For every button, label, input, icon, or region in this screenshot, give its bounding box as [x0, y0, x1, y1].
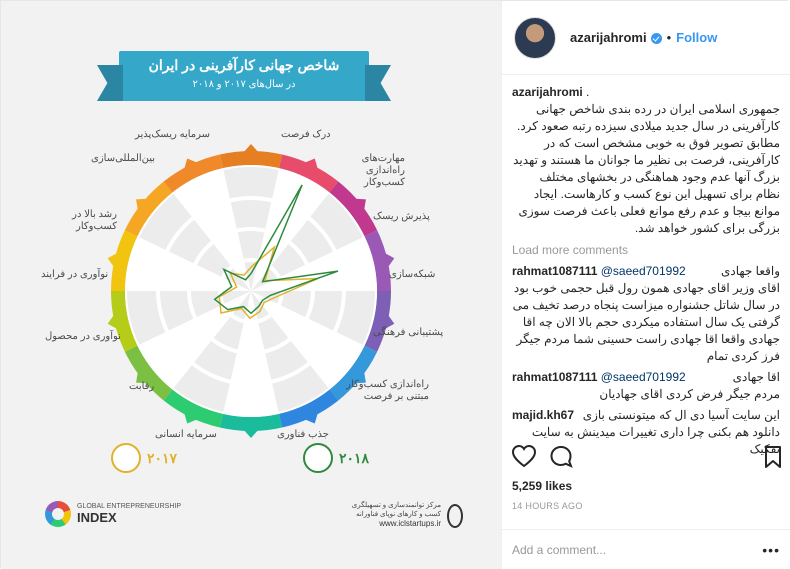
post-image — [1, 1, 501, 569]
axis-label-9: رقابت — [129, 381, 155, 392]
axis-label-4: شبکه‌سازی — [389, 269, 436, 280]
legend-2017-label: ۲۰۱۷ — [147, 449, 178, 466]
axis-label-8: سرمایه انسانی — [155, 429, 217, 440]
load-more-comments-link[interactable]: Load more comments — [512, 243, 629, 257]
legend-2018-label: ۲۰۱۸ — [339, 449, 370, 466]
publisher-line-1: مرکز توانمندسازی و تسهیلگری — [351, 502, 441, 509]
axis-label-7: جذب فناوری — [277, 429, 329, 440]
gei-big-text: INDEX — [77, 510, 117, 525]
comment-mention[interactable]: @saeed701992 — [600, 264, 686, 278]
legend-2017 — [111, 443, 177, 473]
radar-grid — [125, 165, 377, 417]
axis-label-12: رشد بالا در کسب‌وکار — [72, 209, 117, 232]
comment-item — [512, 263, 780, 365]
comment-text: مردم جیگر فرض کردی اقای جهادیان — [599, 387, 780, 401]
gei-small-text: GLOBAL ENTREPRENEURSHIP — [77, 503, 181, 510]
legend-2017-icon — [111, 443, 141, 473]
post-timestamp[interactable]: 14 HOURS AGO — [512, 501, 583, 511]
add-comment-bar — [502, 529, 790, 569]
legend-2018 — [303, 443, 369, 473]
comment-item — [512, 369, 780, 403]
axis-label-6: راه‌اندازی کسب‌وکار مبتنی بر فرصت — [346, 379, 429, 402]
axis-label-13: بین‌المللی‌سازی — [91, 153, 156, 164]
publisher-line-2: کسب و کارهای نوپای فناورانه — [356, 511, 441, 518]
comment-username[interactable]: rahmat1087111 — [512, 264, 598, 278]
gei-ring-icon — [45, 501, 71, 527]
more-options-icon[interactable]: ••• — [762, 541, 780, 558]
verified-badge-icon — [651, 33, 662, 44]
header-separator: • — [666, 30, 672, 45]
axis-label-2: مهارت‌های راه‌اندازی کسب‌وکار — [361, 153, 405, 188]
comment-first-line: واقعا جهادی — [721, 264, 780, 278]
caption-header — [512, 85, 780, 99]
axis-label-10: نوآوری در محصول — [45, 331, 121, 342]
comment-first-line: اقا جهادی — [732, 370, 780, 384]
likes-count[interactable]: 5,259 likes — [512, 479, 573, 493]
gei-logo — [45, 501, 181, 527]
publisher-logo — [352, 501, 441, 528]
comment-username[interactable]: majid.kh67 — [512, 408, 575, 422]
publisher-url: www.iclstartups.ir — [379, 519, 441, 528]
caption-suffix: . — [586, 85, 590, 99]
follow-button[interactable]: Follow — [676, 30, 718, 45]
axis-label-14: سرمایه ریسک‌پذیر — [135, 129, 211, 140]
action-bar — [502, 437, 790, 477]
comments-list[interactable] — [502, 75, 790, 456]
avatar[interactable] — [514, 17, 556, 59]
axis-label-11: نوآوری در فرایند — [41, 269, 109, 280]
axis-label-1: درک فرصت — [281, 129, 331, 140]
comment-icon[interactable] — [552, 447, 572, 466]
infographic-title: شاخص جهانی کارآفرینی در ایران — [148, 57, 340, 73]
publisher-mark-icon — [447, 504, 463, 528]
infographic-subtitle: در سال‌های ۲۰۱۷ و ۲۰۱۸ — [192, 79, 296, 90]
ring-pointer — [243, 429, 260, 438]
comment-input[interactable] — [512, 543, 742, 557]
bookmark-icon[interactable] — [766, 447, 780, 467]
comment-username[interactable]: rahmat1087111 — [512, 370, 598, 384]
comment-text: دانلود هم بکنی چرا داری تغییرات میدینش به سایت تفکیک — [531, 425, 780, 456]
comment-first-line: این سایت آسیا دی ال که میتونستی بازی — [582, 408, 780, 422]
caption-text: جمهوری اسلامی ایران در رده بندی شاخص جهانی کارآفرینی در سال جدید میلادی سیزده رتبه صعود کرد. مطابق تصویر فوق به خوبی مشخص است که در کارآفرینی، فرصت بی نظیر ما جوانان ما هستند و تهدید بزرگ آنها عدم وجود هماهنگی در بخشهای مختلف نظام برای تسهیل این نوع کسب و کارهاست. ایجاد موانع بیجا و عدم رفع موانع فعلی باعث فرصت سوزی بزرگی برای کشور خواهد شد. — [513, 102, 780, 235]
comment-mention[interactable]: @saeed701992 — [600, 370, 686, 384]
post-header — [502, 1, 790, 75]
post-side-panel — [501, 1, 789, 569]
caption-username[interactable]: azarijahromi — [512, 85, 583, 99]
title-ribbon — [119, 51, 369, 101]
comment-text: اقای وزیر اقای جهادی همون رول قبل حجمی خوب بود در سال شاتل جشنواره میزاست پنجاه درصد تخیف می گرفتی یک سال استفاده میکردی حجم بالا الان چه اقا جهادی واقعا اقا جهادی راست حسینی شما مردم جیگر فرز کردی تمام — [512, 281, 780, 363]
ring-pointer — [243, 144, 260, 153]
heart-icon[interactable] — [513, 446, 535, 466]
header-username[interactable]: azarijahromi — [570, 30, 647, 45]
axis-label-5: پشتیبانی فرهنگی — [373, 327, 444, 338]
axis-label-3: پذیرش ریسک — [373, 211, 430, 222]
legend-2018-icon — [303, 443, 333, 473]
